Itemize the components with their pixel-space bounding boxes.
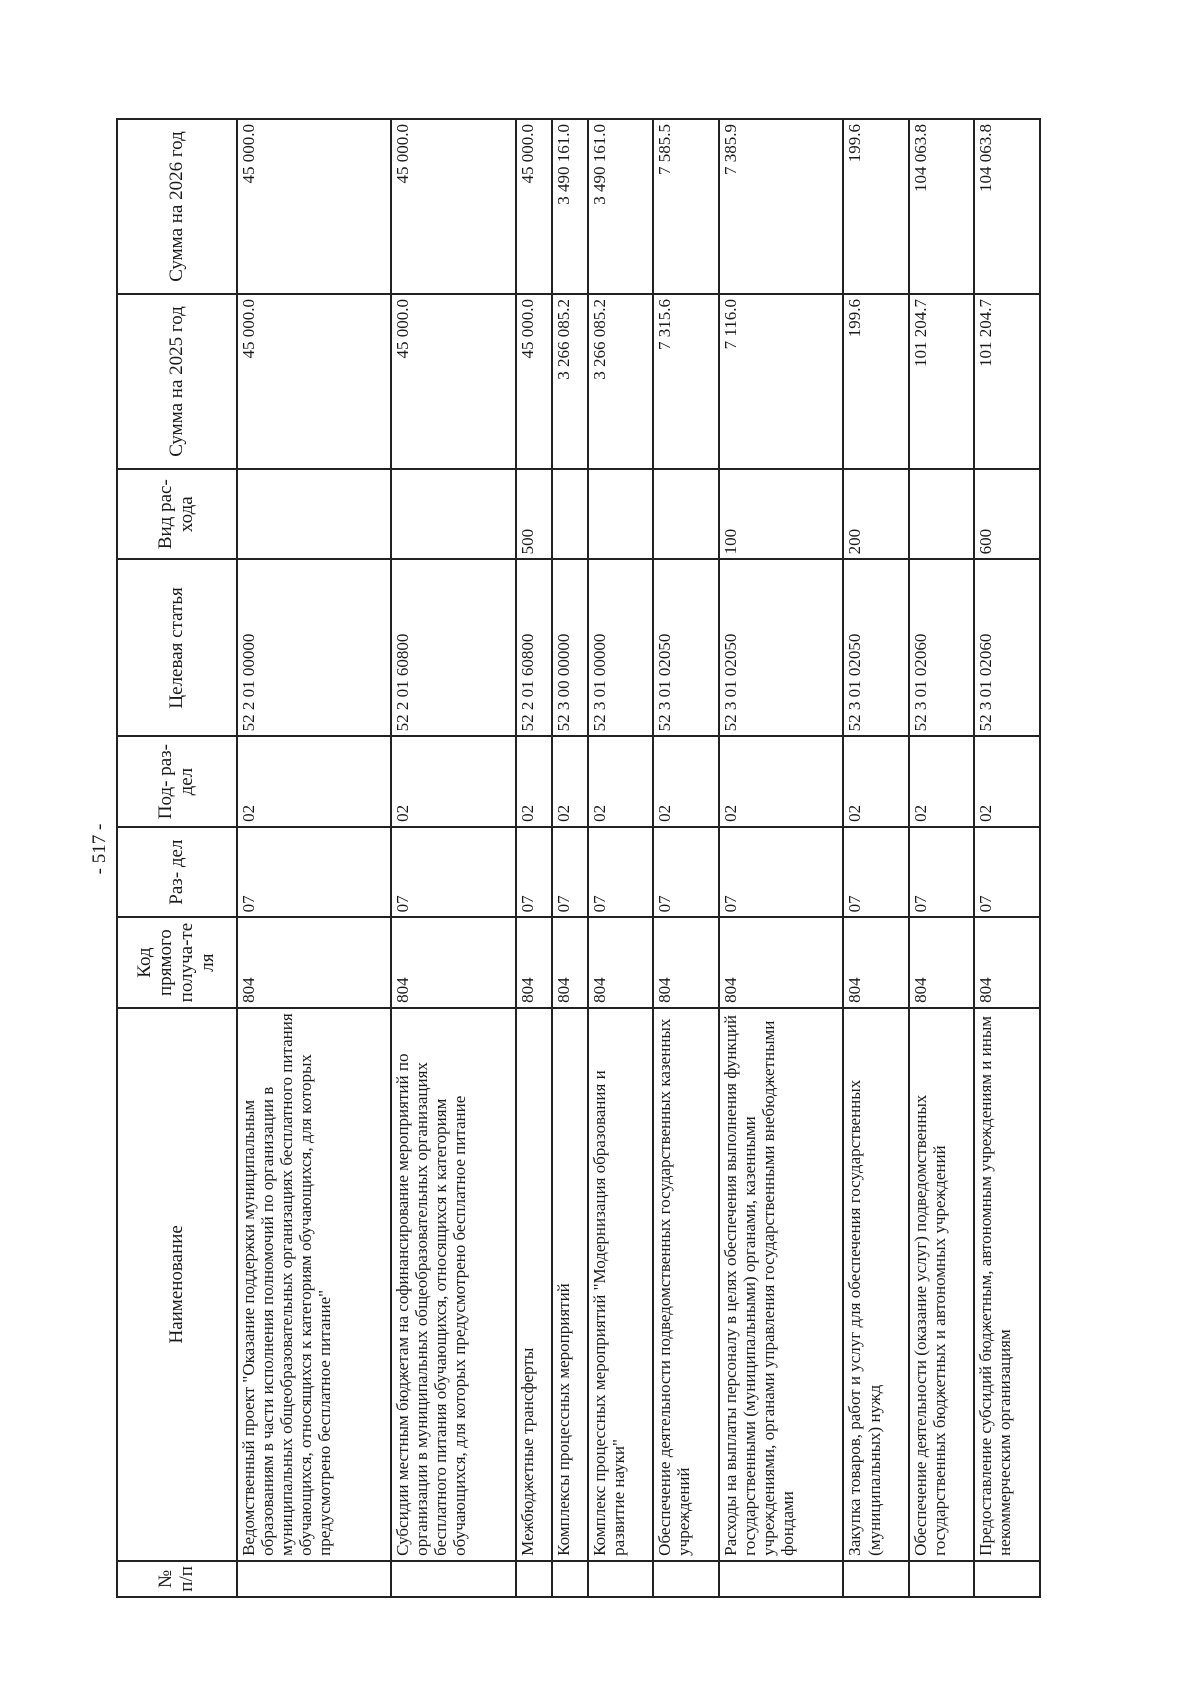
cell-name: Обеспечение деятельности подведомственных государственных казенных учреждений [653, 1008, 718, 1561]
cell-name: Комплексы процессных мероприятий [552, 1008, 588, 1561]
table-row [237, 119, 391, 1597]
table-row [909, 119, 974, 1597]
header-type: Вид рас- хода [117, 469, 237, 559]
table-row [719, 119, 844, 1597]
table-row [653, 119, 718, 1597]
table-row [843, 119, 908, 1597]
table-header-row [117, 119, 237, 1597]
cell-section: 07 [843, 827, 908, 917]
cell-name: Предоставление субсидий бюджетным, автономным учреждениям и иным некоммерческим организациям [974, 1008, 1040, 1561]
cell-sum-2026: 45 000.0 [391, 119, 516, 294]
cell-type: 600 [974, 469, 1040, 559]
cell-subsection: 02 [588, 736, 653, 826]
cell-section: 07 [552, 827, 588, 917]
header-section: Раз- дел [117, 827, 237, 917]
table-row [588, 119, 653, 1597]
cell-sum-2026: 7 585.5 [653, 119, 718, 294]
cell-recipient: 804 [909, 917, 974, 1007]
cell-recipient: 804 [391, 917, 516, 1007]
table-row [974, 119, 1040, 1597]
cell-sum-2025: 101 204.7 [909, 294, 974, 469]
cell-target: 52 3 01 02050 [843, 559, 908, 736]
cell-sum-2026: 7 385.9 [719, 119, 844, 294]
cell-subsection: 02 [909, 736, 974, 826]
table-body [237, 119, 1040, 1597]
cell-name: Ведомственный проект "Оказание поддержки муниципальным образованиям в части исполнения полномочий по организации в муниципальных общеобразовательных организациях бесплатного питания обучающихся, относящихся к категориям обучающихся, для которых предусмотрено бесплатное питание" [237, 1008, 391, 1561]
cell-subsection: 02 [237, 736, 391, 826]
cell-num [237, 1561, 391, 1597]
cell-recipient: 804 [843, 917, 908, 1007]
header-sum-2025: Сумма на 2025 год [117, 294, 237, 469]
cell-sum-2026: 199.6 [843, 119, 908, 294]
cell-num [391, 1561, 516, 1597]
cell-section: 07 [516, 827, 552, 917]
cell-name: Расходы на выплаты персоналу в целях обеспечения выполнения функций государственными (муниципальными) органами, казенными учреждениями, органами управления государственными внебюджетными фондами [719, 1008, 844, 1561]
cell-section: 07 [391, 827, 516, 917]
cell-sum-2026: 104 063.8 [974, 119, 1040, 294]
cell-recipient: 804 [653, 917, 718, 1007]
header-name: Наименование [117, 1008, 237, 1561]
table-row [516, 119, 552, 1597]
cell-num [719, 1561, 844, 1597]
cell-type [588, 469, 653, 559]
cell-num [974, 1561, 1040, 1597]
cell-section: 07 [909, 827, 974, 917]
cell-sum-2025: 45 000.0 [516, 294, 552, 469]
header-target: Целевая статья [117, 559, 237, 736]
cell-target: 52 2 01 60800 [391, 559, 516, 736]
table-row [391, 119, 516, 1597]
cell-name: Закупка товаров, работ и услуг для обеспечения государственных (муниципальных) нужд [843, 1008, 908, 1561]
cell-subsection: 02 [974, 736, 1040, 826]
cell-num [552, 1561, 588, 1597]
cell-target: 52 2 01 60800 [516, 559, 552, 736]
cell-type: 200 [843, 469, 908, 559]
cell-target: 52 3 01 02060 [974, 559, 1040, 736]
budget-table [116, 118, 1041, 1598]
cell-target: 52 3 00 00000 [552, 559, 588, 736]
cell-name: Обеспечение деятельности (оказание услуг) подведомственных государственных бюджетных и автономных учреждений [909, 1008, 974, 1561]
cell-section: 07 [653, 827, 718, 917]
cell-recipient: 804 [552, 917, 588, 1007]
cell-type: 500 [516, 469, 552, 559]
cell-recipient: 804 [237, 917, 391, 1007]
cell-section: 07 [588, 827, 653, 917]
cell-target: 52 3 01 02050 [719, 559, 844, 736]
cell-type [237, 469, 391, 559]
cell-recipient: 804 [516, 917, 552, 1007]
cell-sum-2026: 45 000.0 [516, 119, 552, 294]
cell-type [653, 469, 718, 559]
cell-subsection: 02 [719, 736, 844, 826]
header-subsection: Под- раз- дел [117, 736, 237, 826]
cell-recipient: 804 [719, 917, 844, 1007]
cell-target: 52 3 01 02050 [653, 559, 718, 736]
table-row [552, 119, 588, 1597]
page-number: - 517 - [89, 823, 110, 875]
cell-sum-2026: 3 490 161.0 [588, 119, 653, 294]
cell-sum-2025: 7 116.0 [719, 294, 844, 469]
cell-type [552, 469, 588, 559]
cell-recipient: 804 [974, 917, 1040, 1007]
cell-subsection: 02 [516, 736, 552, 826]
cell-section: 07 [974, 827, 1040, 917]
cell-type [391, 469, 516, 559]
header-num: № п/п [117, 1561, 237, 1597]
cell-name: Межбюджетные трансферты [516, 1008, 552, 1561]
cell-sum-2026: 104 063.8 [909, 119, 974, 294]
cell-subsection: 02 [843, 736, 908, 826]
cell-target: 52 2 01 00000 [237, 559, 391, 736]
cell-sum-2025: 45 000.0 [391, 294, 516, 469]
cell-section: 07 [237, 827, 391, 917]
cell-name: Комплекс процессных мероприятий "Модернизация образования и развитие науки" [588, 1008, 653, 1561]
cell-num [588, 1561, 653, 1597]
cell-section: 07 [719, 827, 844, 917]
cell-num [516, 1561, 552, 1597]
cell-sum-2025: 7 315.6 [653, 294, 718, 469]
cell-name: Субсидии местным бюджетам на софинансирование мероприятий по организации в муниципальных общеобразовательных организациях бесплатного питания обучающихся, относящихся к категориям обучающихся, для которых предусмотрено бесплатное питание [391, 1008, 516, 1561]
cell-sum-2025: 45 000.0 [237, 294, 391, 469]
cell-type: 100 [719, 469, 844, 559]
cell-recipient: 804 [588, 917, 653, 1007]
cell-subsection: 02 [552, 736, 588, 826]
cell-target: 52 3 01 02060 [909, 559, 974, 736]
cell-sum-2025: 199.6 [843, 294, 908, 469]
cell-num [909, 1561, 974, 1597]
cell-sum-2025: 101 204.7 [974, 294, 1040, 469]
header-recipient: Код прямого получа-те ля [117, 917, 237, 1007]
cell-sum-2026: 45 000.0 [237, 119, 391, 294]
cell-sum-2026: 3 490 161.0 [552, 119, 588, 294]
budget-table-container [116, 118, 1041, 1598]
cell-subsection: 02 [653, 736, 718, 826]
cell-sum-2025: 3 266 085.2 [588, 294, 653, 469]
header-sum-2026: Сумма на 2026 год [117, 119, 237, 294]
cell-num [843, 1561, 908, 1597]
cell-num [653, 1561, 718, 1597]
cell-subsection: 02 [391, 736, 516, 826]
cell-sum-2025: 3 266 085.2 [552, 294, 588, 469]
cell-target: 52 3 01 00000 [588, 559, 653, 736]
cell-type [909, 469, 974, 559]
